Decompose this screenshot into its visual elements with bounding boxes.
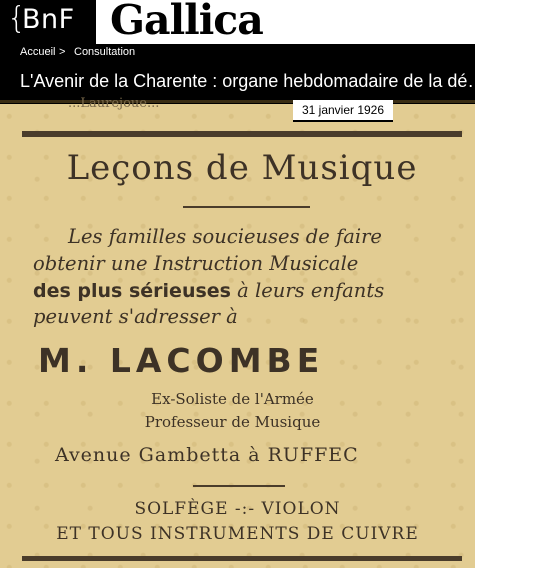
issue-date-badge[interactable]: 31 janvier 1926 xyxy=(293,100,393,120)
scan-line-1: Les familles soucieuses de faire xyxy=(68,225,382,248)
breadcrumb-current: Consultation xyxy=(74,46,136,58)
scan-heading-rule xyxy=(183,206,310,208)
breadcrumb xyxy=(0,44,475,61)
scan-line-3-bold: des plus sérieuses xyxy=(33,280,231,302)
scan-offer-1: SOLFÈGE -:- VIOLON xyxy=(134,499,341,519)
scan-heading: Leçons de Musique xyxy=(66,148,418,188)
breadcrumb-home-link[interactable]: Accueil xyxy=(20,46,56,58)
scan-name: M. LACOMBE xyxy=(38,341,325,380)
gallica-logo[interactable]: Gallica xyxy=(110,0,263,44)
scan-line-3-rest: à leurs enfants xyxy=(230,279,385,302)
document-title: L'Avenir de la Charente : organe hebdomadaire de la dé… xyxy=(20,71,486,91)
scan-role-2: Professeur de Musique xyxy=(144,413,321,431)
scan-previous-fragment: ...Laurejoue... xyxy=(68,96,160,111)
document-scan-viewer[interactable] xyxy=(0,96,475,568)
site-header xyxy=(0,0,475,44)
scan-address-rule xyxy=(193,485,285,487)
bnf-logo-brace: { xyxy=(7,1,27,36)
scan-role-1: Ex-Soliste de l'Armée xyxy=(151,390,314,408)
breadcrumb-separator: > xyxy=(59,46,66,58)
bnf-logo-text: BnF xyxy=(22,4,75,35)
scan-line-3 xyxy=(33,279,508,303)
bnf-logo[interactable] xyxy=(0,0,96,44)
date-badge-underline xyxy=(293,120,393,122)
scan-address: Avenue Gambetta à RUFFEC xyxy=(55,444,359,466)
scan-line-2: obtenir une Instruction Musicale xyxy=(33,252,359,275)
scan-line-4: peuvent s'adresser à xyxy=(33,305,238,328)
scan-top-rule xyxy=(22,131,462,137)
scan-offer-2: ET TOUS INSTRUMENTS DE CUIVRE xyxy=(56,524,419,544)
scan-bottom-rule xyxy=(22,556,462,561)
